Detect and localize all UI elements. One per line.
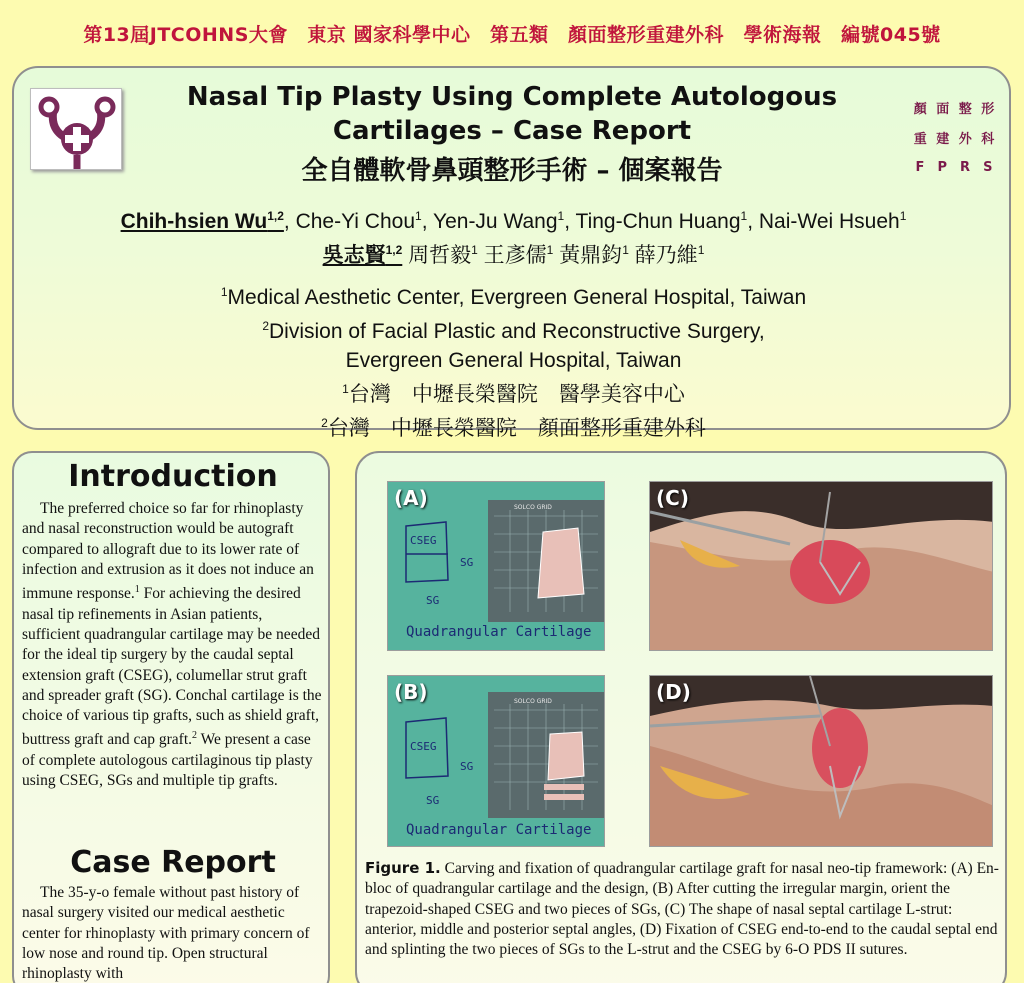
figure-label-d: (D) <box>656 680 691 704</box>
grid-label: SOLCO GRID <box>514 698 552 705</box>
figure-caption-label: Figure 1. <box>365 859 441 877</box>
figure-label-b: (B) <box>394 680 428 704</box>
affiliation-line: $^2$Division of Facial Plastic and Reconstructive Surgery, <box>262 319 765 343</box>
handwriting-cseg: CSEG <box>410 740 437 753</box>
author-list <box>14 202 1013 270</box>
grid-label: SOLCO GRID <box>514 504 552 511</box>
authors-en: Chih-hsien Wu$^{1,2}$, Che-Yi Chou$^1$, Yen-Ju Wang$^1$, Ting-Chun Huang$^1$, Nai-Wei Hsueh$^1$ <box>120 209 907 233</box>
figure-panel <box>355 451 1007 983</box>
affiliation-line: $^2$台灣 中壢長榮醫院 顏面整形重建外科 <box>321 416 706 440</box>
author-primary-en: Chih-hsien Wu$^{1,2}$ <box>120 209 284 233</box>
figure-panel-c <box>649 481 993 651</box>
introduction-body: The preferred choice so far for rhinoplasty and nasal reconstruction would be autograft compared to allograft due to its lower rate of infection and extrusion as it does not induce an immune response.$^1$ For achieving the desired nasal tip refinements in Asian patients, sufficient quadrangular cartilage may be needed for the ideal tip surgery by the caudal septal extension graft (CSEG), columellar strut graft and spreader graft (SG). Conchal cartilage is the choice of various tip grafts, such as shield graft, buttress graft and cap graft.$^2$ We present a case of complete autologous cartilaginous tip plasty using CSEG, SGs and multiple tip grafts. <box>22 500 322 790</box>
case-report-body: The 35-y-o female without past history of nasal surgery visited our medical aesthetic center for rhinoplasty with primary concern of low nose and round tip. Open structural rhinoplasty with <box>22 884 310 983</box>
conference-banner: 第13屆JTCOHNS大會 東京 國家科學中心 第五類 顏面整形重建外科 學術海報 編號045號 <box>83 23 941 46</box>
fprs-row-3: F P R S <box>915 159 993 175</box>
introduction-heading: Introduction <box>68 459 278 494</box>
authors-zh: 吳志賢$^{1,2}$ 周哲毅$^1$ 王彥儒$^1$ 黃鼎鈞$^1$ 薛乃維$^1$ <box>322 243 705 267</box>
figure-caption: Figure 1. Carving and fixation of quadrangular cartilage graft for nasal neo-tip framework: (A) En-bloc of quadrangular cartilage and the design, (B) After cutting the irregular margin, orient the trapezoid-shaped CSEG and two pieces of SGs, (C) The shape of nasal septal cartilage L-strut: anterior, middle and posterior septal angles, (D) Fixation of CSEG end-to-end to the caudal septal end and splinting the two pieces of SGs to the L-strut and the CSEG by 6-O PDS II sutures. <box>365 859 999 959</box>
fprs-row-1: 顏 面 整 形 <box>913 101 995 117</box>
fprs-badge <box>909 92 999 182</box>
handwriting-cseg: CSEG <box>410 534 437 547</box>
handwriting-sg: SG <box>426 794 440 807</box>
handwriting-sg: SG <box>460 760 474 773</box>
handwriting-sg: SG <box>460 556 474 569</box>
figure-label-a: (A) <box>394 486 428 510</box>
affiliation-list <box>14 278 1013 443</box>
fprs-row-2: 重 建 外 科 <box>913 131 995 147</box>
figure-panel-d <box>649 675 993 847</box>
text-column <box>12 451 330 983</box>
handwriting-quadrangular: Quadrangular Cartilage <box>406 822 592 838</box>
handwriting-sg: SG <box>426 594 440 607</box>
case-report-heading: Case Report <box>70 845 276 880</box>
figure-panel-a <box>387 481 605 651</box>
fprs-logo-icon <box>30 88 122 170</box>
figure-label-c: (C) <box>656 486 689 510</box>
handwriting-quadrangular: Quadrangular Cartilage <box>406 624 592 640</box>
paper-title-zh: 全自體軟骨鼻頭整形手術 – 個案報告 <box>301 156 723 186</box>
affiliation-line: $^1$台灣 中壢長榮醫院 醫學美容中心 <box>342 382 685 406</box>
author-primary-zh: 吳志賢$^{1,2}$ <box>322 243 403 267</box>
affiliation-line: Evergreen General Hospital, Taiwan <box>345 349 682 372</box>
figure-panel-b <box>387 675 605 847</box>
paper-title-en: Nasal Tip Plasty Using Complete Autologous Cartilages – Case Report <box>186 82 838 146</box>
title-panel <box>12 66 1011 440</box>
affiliation-line: $^1$Medical Aesthetic Center, Evergreen General Hospital, Taiwan <box>220 285 807 309</box>
